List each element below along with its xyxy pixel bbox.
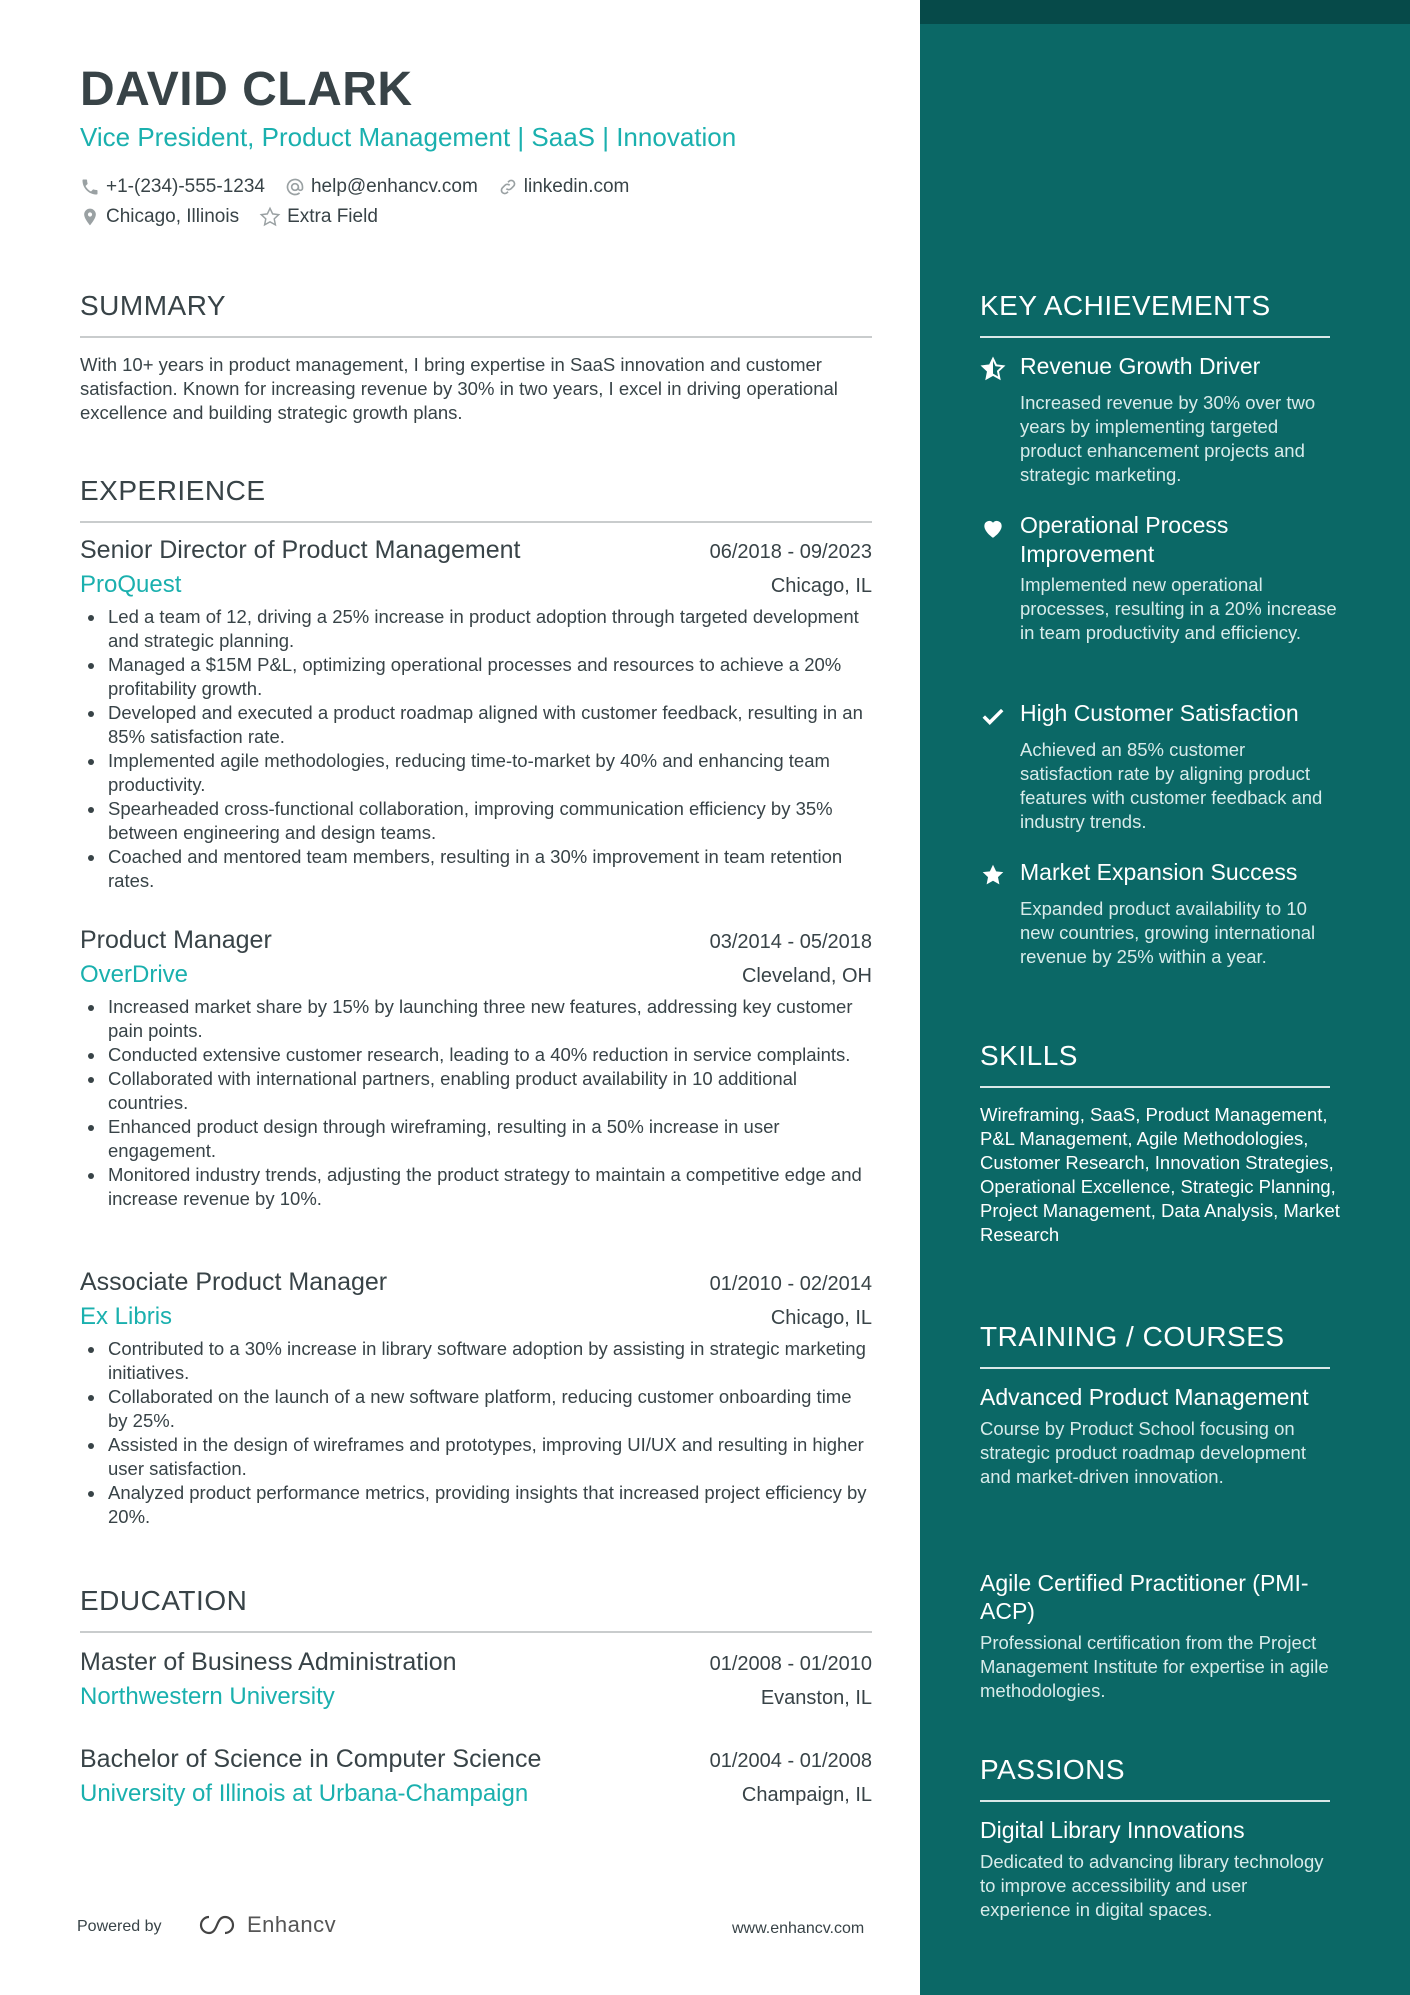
job-company[interactable]: OverDrive — [80, 961, 189, 988]
achievement-title: Market Expansion Success — [1020, 859, 1298, 885]
summary-title: SUMMARY — [80, 290, 227, 321]
achievement-desc: Implemented new operational processes, resulting in a 20% increase in team productivity and efficiency. — [1020, 574, 1337, 643]
experience-divider — [80, 521, 872, 523]
achievements-divider — [980, 336, 1330, 338]
bullet: Implemented agile methodologies, reducing time-to-market by 40% and enhancing team productivity. — [80, 749, 872, 797]
job-location: Cleveland, OH — [741, 965, 872, 987]
enhancv-logo-icon — [195, 1913, 239, 1937]
bullet: Collaborated with international partners, enabling product availability in 10 additional countries. — [80, 1067, 872, 1115]
job-location: Chicago, IL — [770, 575, 872, 597]
achievement-item — [980, 511, 1340, 645]
star-outline-icon — [259, 206, 281, 228]
job-role: Product Manager — [80, 926, 272, 954]
bullet: Collaborated on the launch of a new software platform, reducing customer onboarding time by 25%. — [80, 1385, 872, 1433]
bullet: Conducted extensive customer research, leading to a 40% reduction in service complaints. — [80, 1043, 872, 1067]
education-title: EDUCATION — [80, 1585, 248, 1616]
achievement-desc: Expanded product availability to 10 new countries, growing international revenue by 25% within a year. — [1020, 898, 1316, 967]
bullet: Monitored industry trends, adjusting the product strategy to maintain a competitive edge and increase revenue by 10%. — [80, 1163, 872, 1211]
job-role: Senior Director of Product Management — [80, 536, 521, 564]
course-desc: Professional certification from the Project Management Institute for expertise in agile methodologies. — [980, 1632, 1329, 1701]
headline: Vice President, Product Management | SaaS | Innovation — [80, 122, 737, 152]
location-text: Chicago, Illinois — [106, 206, 240, 227]
linkedin-contact[interactable] — [498, 176, 630, 198]
skills-title: SKILLS — [980, 1040, 1078, 1071]
bullet: Analyzed product performance metrics, providing insights that increased project efficiency by 20%. — [80, 1481, 872, 1529]
course-desc: Course by Product School focusing on strategic product roadmap development and market-driven innovation. — [980, 1418, 1306, 1487]
phone-icon — [80, 177, 100, 197]
sidebar — [920, 0, 1410, 1995]
job-bullets — [80, 995, 872, 1211]
edu-location: Champaign, IL — [741, 1784, 872, 1806]
enhancv-logo[interactable] — [195, 1912, 336, 1938]
achievement-item — [980, 352, 1340, 487]
bullet: Coached and mentored team members, resulting in a 30% improvement in team retention rates. — [80, 845, 872, 893]
contact-info — [80, 172, 880, 232]
powered-by: Powered by — [77, 1918, 162, 1935]
enhancv-brand: Enhancv — [247, 1912, 337, 1937]
bullet: Assisted in the design of wireframes and prototypes, improving UI/UX and resulting in higher user satisfaction. — [80, 1433, 872, 1481]
job-entry — [80, 536, 872, 893]
job-entry — [80, 1268, 872, 1529]
summary-text: With 10+ years in product management, I bring expertise in SaaS innovation and customer satisfaction. Known for increasing revenue by 30% in two years, I excel in driving operational excellence and building strategic growth plans. — [80, 354, 838, 423]
degree: Master of Business Administration — [80, 1648, 457, 1676]
job-dates: 06/2018 - 09/2023 — [709, 541, 872, 563]
experience-title: EXPERIENCE — [80, 475, 266, 506]
achievement-title: Operational Process Improvement — [1020, 512, 1229, 567]
job-location: Chicago, IL — [770, 1307, 872, 1329]
bullet: Increased market share by 15% by launching three new features, addressing key customer pain points. — [80, 995, 872, 1043]
achievements-title: KEY ACHIEVEMENTS — [980, 290, 1271, 321]
email-contact[interactable] — [285, 176, 478, 198]
star-icon — [980, 862, 1006, 888]
passion-title: Digital Library Innovations — [980, 1817, 1245, 1843]
bullet: Led a team of 12, driving a 25% increase in product adoption through targeted development and strategic planning. — [80, 605, 872, 653]
star-half-icon — [980, 356, 1006, 382]
achievement-title: High Customer Satisfaction — [1020, 700, 1299, 726]
job-bullets — [80, 605, 872, 893]
education-entry — [80, 1648, 872, 1711]
bullet: Managed a $15M P&L, optimizing operational processes and resources to achieve a 20% profitability growth. — [80, 653, 872, 701]
skills-divider — [980, 1086, 1330, 1088]
achievement-desc: Achieved an 85% customer satisfaction rate by aligning product features with customer feedback and industry trends. — [1020, 739, 1323, 832]
passion-desc: Dedicated to advancing library technology to improve accessibility and user experience in digital spaces. — [980, 1851, 1324, 1920]
job-role: Associate Product Manager — [80, 1268, 388, 1296]
linkedin-text: linkedin.com — [523, 176, 630, 197]
passion-item — [980, 1816, 1340, 1922]
job-company[interactable]: Ex Libris — [80, 1303, 173, 1330]
email-text: help@enhancv.com — [310, 176, 478, 197]
course-title: Agile Certified Practitioner (PMI-ACP) — [980, 1570, 1309, 1624]
skills-list: Wireframing, SaaS, Product Management, P&L Management, Agile Methodologies, Customer Research, Innovation Strategies, Operational Excellence, Strategic Planning, Project Management, Data Analysis, Market Research — [980, 1104, 1340, 1245]
course-item — [980, 1383, 1340, 1489]
school[interactable]: University of Illinois at Urbana-Champaign — [80, 1780, 529, 1807]
training-divider — [980, 1367, 1330, 1369]
link-icon — [498, 177, 518, 197]
achievement-item — [980, 858, 1340, 969]
sidebar-top-bar — [920, 0, 1410, 24]
achievement-item — [980, 699, 1340, 834]
job-bullets — [80, 1337, 872, 1529]
extra-field-text: Extra Field — [287, 206, 378, 227]
passions-divider — [980, 1800, 1330, 1802]
edu-dates: 01/2004 - 01/2008 — [709, 1750, 872, 1772]
extra-field — [259, 206, 378, 228]
website-link[interactable]: www.enhancv.com — [732, 1920, 865, 1937]
bullet: Developed and executed a product roadmap aligned with customer feedback, resulting in an 85% satisfaction rate. — [80, 701, 872, 749]
at-icon — [285, 177, 305, 197]
heart-icon — [980, 515, 1006, 541]
bullet: Enhanced product design through wireframing, resulting in a 50% increase in user engagement. — [80, 1115, 872, 1163]
training-title: TRAINING / COURSES — [980, 1321, 1285, 1352]
job-dates: 03/2014 - 05/2018 — [709, 931, 872, 953]
location-contact — [80, 206, 239, 228]
phone-text: +1-(234)-555-1234 — [106, 176, 265, 197]
summary-divider — [80, 336, 872, 338]
bullet: Spearheaded cross-functional collaboration, improving communication efficiency by 35% between engineering and design teams. — [80, 797, 872, 845]
school[interactable]: Northwestern University — [80, 1683, 335, 1710]
achievement-title: Revenue Growth Driver — [1020, 353, 1261, 379]
location-pin-icon — [80, 207, 100, 227]
course-title: Advanced Product Management — [980, 1384, 1309, 1410]
passions-title: PASSIONS — [980, 1754, 1126, 1785]
job-company[interactable]: ProQuest — [80, 571, 182, 598]
course-item — [980, 1569, 1340, 1703]
job-entry — [80, 926, 872, 1211]
education-divider — [80, 1631, 872, 1633]
education-entry — [80, 1745, 872, 1808]
edu-dates: 01/2008 - 01/2010 — [709, 1653, 872, 1675]
bullet: Contributed to a 30% increase in library software adoption by assisting in strategic marketing initiatives. — [80, 1337, 872, 1385]
degree: Bachelor of Science in Computer Science — [80, 1745, 542, 1773]
candidate-name: DAVID CLARK — [80, 63, 413, 116]
edu-location: Evanston, IL — [760, 1687, 872, 1709]
phone-contact[interactable] — [80, 176, 265, 198]
achievement-desc: Increased revenue by 30% over two years by implementing targeted product enhancement projects and strategic marketing. — [1020, 392, 1316, 485]
job-dates: 01/2010 - 02/2014 — [709, 1273, 872, 1295]
check-icon — [980, 703, 1006, 729]
